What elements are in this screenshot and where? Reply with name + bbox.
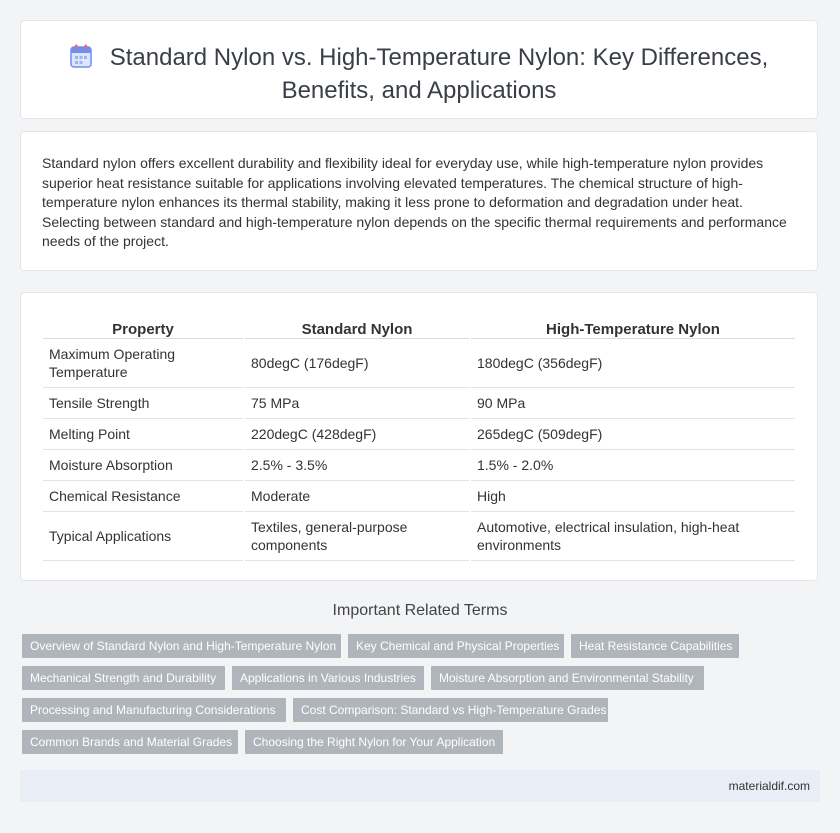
page-title: Standard Nylon vs. High-Temperature Nylon: Key Differences, Benefits, and Applications [109,44,769,104]
property-cell: Moisture Absorption [43,450,243,481]
related-term-link[interactable]: Cost Comparison: Standard vs High-Temperature Grades [293,698,608,722]
table-row [43,388,795,419]
high-temp-value-cell: High [471,481,795,512]
header-standard-nylon: Standard Nylon [245,315,469,339]
comparison-card [20,292,818,581]
standard-value-cell: Textiles, general-purpose components [245,512,469,561]
standard-value-cell: 75 MPa [245,388,469,419]
title-card [20,20,818,119]
related-term-link[interactable]: Moisture Absorption and Environmental Stability [431,666,704,690]
footer [20,770,820,802]
related-term-link[interactable]: Key Chemical and Physical Properties [348,634,564,658]
intro-card [20,131,818,271]
table-row [43,339,795,388]
high-temp-value-cell: 265degC (509degF) [471,419,795,450]
table-row [43,419,795,450]
related-term-link[interactable]: Choosing the Right Nylon for Your Application [245,730,503,754]
related-term-link[interactable]: Applications in Various Industries [232,666,424,690]
table-row [43,512,795,561]
header-high-temperature-nylon: High-Temperature Nylon [471,315,795,339]
header-property: Property [43,315,243,339]
high-temp-value-cell: 180degC (356degF) [471,339,795,388]
property-cell: Typical Applications [43,512,243,561]
high-temp-value-cell: 90 MPa [471,388,795,419]
related-term-link[interactable]: Overview of Standard Nylon and High-Temperature Nylon [22,634,341,658]
standard-value-cell: Moderate [245,481,469,512]
comparison-table [41,315,797,561]
standard-value-cell: 2.5% - 3.5% [245,450,469,481]
property-cell: Chemical Resistance [43,481,243,512]
property-cell: Tensile Strength [43,388,243,419]
property-cell: Maximum Operating Temperature [43,339,243,388]
related-term-link[interactable]: Processing and Manufacturing Considerations [22,698,286,722]
property-cell: Melting Point [43,419,243,450]
standard-value-cell: 80degC (176degF) [245,339,469,388]
table-row [43,450,795,481]
table-header-row [43,315,795,339]
table-row [43,481,795,512]
footer-site-link[interactable]: materialdif.com [728,779,810,793]
related-term-link[interactable]: Heat Resistance Capabilities [571,634,739,658]
related-terms-title: Important Related Terms [332,602,508,619]
related-term-link[interactable]: Mechanical Strength and Durability [22,666,225,690]
standard-value-cell: 220degC (428degF) [245,419,469,450]
high-temp-value-cell: Automotive, electrical insulation, high-heat environments [471,512,795,561]
related-term-link[interactable]: Common Brands and Material Grades [22,730,238,754]
intro-paragraph: Standard nylon offers excellent durability and flexibility ideal for everyday use, while high-temperature nylon provides superior heat resistance suitable for applications involving elevated temperatures. The chemical structure of high-temperature nylon enhances its thermal stability, making it less prone to deformation and degradation under heat. Selecting between standard and high-temperature nylon depends on the specific thermal requirements and performance needs of the project. [42,155,787,249]
high-temp-value-cell: 1.5% - 2.0% [471,450,795,481]
page-title-wrap [21,43,817,106]
calendar-icon [70,44,92,76]
